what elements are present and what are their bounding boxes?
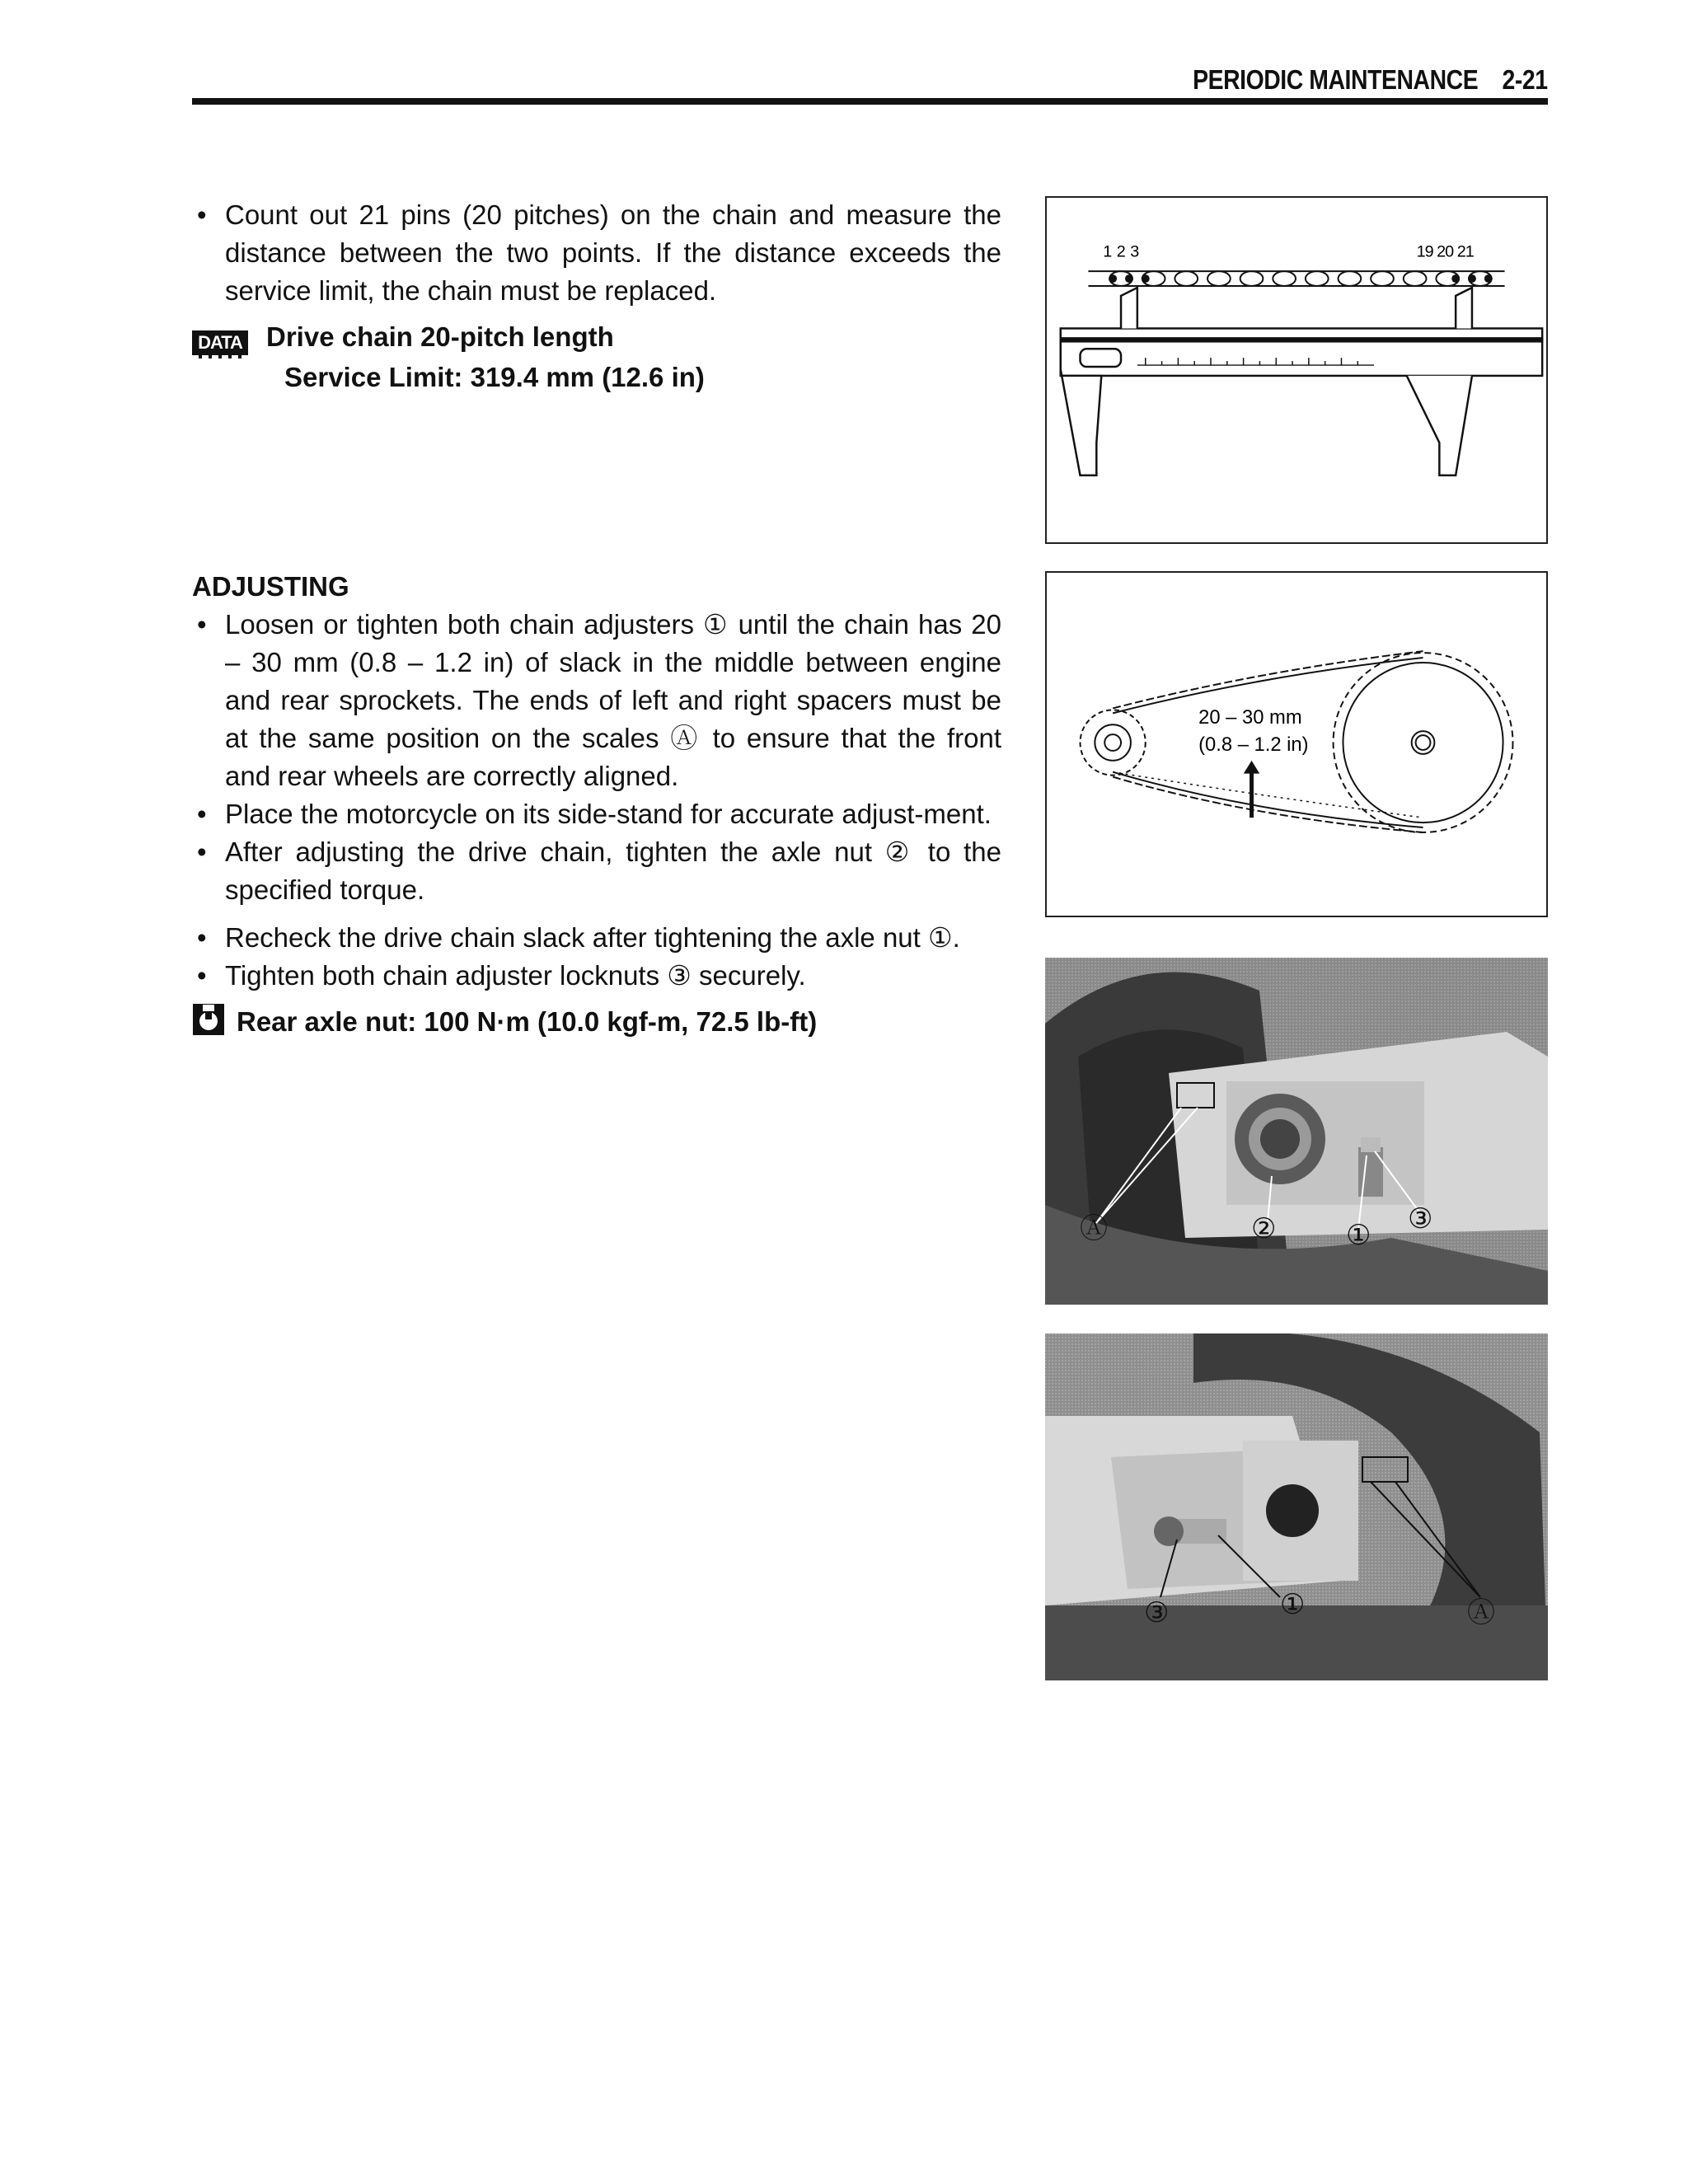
measure-bullet: • Count out 21 pins (20 pitches) on the chain and measure the distance between the two points. If the distance exceeds the service limit, the chain must be replaced. [192, 196, 1001, 310]
section-title: PERIODIC MAINTENANCE [1193, 64, 1479, 95]
callout-3: ③ [1144, 1597, 1170, 1629]
callout-a: Ⓐ [1080, 1213, 1108, 1244]
photo-left-illustration [1045, 1333, 1548, 1680]
header-rule [192, 98, 1548, 105]
adjuster-photo-left [1045, 1333, 1548, 1680]
adjust-bullet-5: • Tighten both chain adjuster locknuts ③ securely. [192, 957, 1001, 995]
spec-title: Drive chain 20-pitch length [266, 321, 614, 352]
adjuster-photo-right [1045, 958, 1548, 1305]
callout-1: ① [1280, 1589, 1306, 1620]
torque-value: Rear axle nut: 100 N·m (10.0 kgf-m, 72.5 lb-ft) [237, 1006, 818, 1037]
header-text [1193, 64, 1548, 96]
adjust-bullet-3: • After adjusting the drive chain, tighten the axle nut ② to the specified torque. [192, 833, 1001, 909]
adjust-bullet-1: • Loosen or tighten both chain adjusters ① until the chain has 20 – 30 mm (0.8 – 1.2 in) of slack in the middle between engine and rear sprockets. The ends of left and right spacers must be at the same position on the scales Ⓐ to ensure that the front and rear wheels are correctly aligned. [192, 606, 1001, 795]
spec-value: Service Limit: 319.4 mm (12.6 in) [284, 362, 705, 392]
adjust-bullet-2: • Place the motorcycle on its side-stand for accurate adjust-ment. [192, 795, 1001, 833]
text-column [192, 196, 1001, 1046]
service-limit-spec [192, 318, 1001, 396]
slack-illustration [1047, 573, 1546, 916]
callout-1: ① [1346, 1220, 1372, 1251]
callout-2: ② [1251, 1213, 1277, 1244]
torque-spec [192, 1003, 1001, 1046]
data-badge: DATA [192, 330, 248, 359]
pin-labels-left: 1 2 3 [1103, 242, 1140, 261]
caliper-figure [1045, 196, 1548, 544]
caliper [1061, 288, 1542, 476]
adjust-bullet-4: • Recheck the drive chain slack after tightening the axle nut ①. [192, 919, 1001, 957]
photo-right-illustration [1045, 958, 1548, 1305]
adjusting-heading: ADJUSTING [192, 571, 349, 602]
pin-labels-right: 19 20 21 [1416, 242, 1474, 261]
caliper-illustration [1047, 198, 1546, 542]
torque-wrench-icon [192, 1003, 225, 1046]
callout-3: ③ [1408, 1203, 1433, 1235]
slack-range-in: (0.8 – 1.2 in) [1198, 733, 1309, 756]
chain [1088, 271, 1504, 286]
callout-a: Ⓐ [1467, 1597, 1495, 1629]
chain-slack-figure [1045, 571, 1548, 917]
page-number: 2-21 [1502, 64, 1548, 95]
slack-range-mm: 20 – 30 mm [1198, 706, 1302, 729]
